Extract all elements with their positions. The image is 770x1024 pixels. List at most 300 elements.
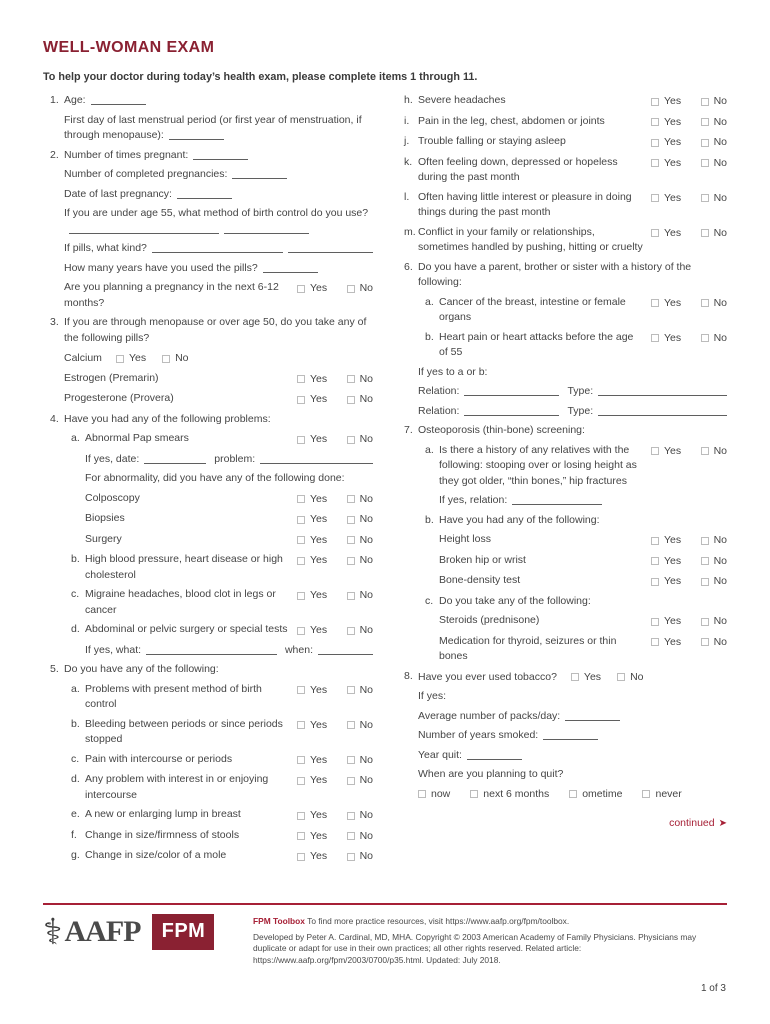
pap-followup-label: For abnormality, did you have any of the following done: — [85, 472, 345, 485]
yes-checkbox[interactable] — [297, 777, 305, 785]
yes-option — [116, 351, 146, 367]
yes-label: Yes — [310, 624, 328, 637]
birth-control-method-label: If you are under age 55, what method of birth control do you use? — [64, 207, 369, 219]
sub-letter: k. — [404, 155, 413, 168]
yes-checkbox[interactable] — [651, 159, 659, 167]
sub-letter: b. — [71, 717, 80, 730]
conflict-row — [397, 225, 727, 256]
no-checkbox[interactable] — [162, 355, 170, 363]
aafp-logo: AAFP — [64, 915, 141, 949]
yes-option — [651, 635, 681, 651]
left-column — [43, 93, 373, 869]
birth-control-problems-label: Problems with present method of birth control — [85, 682, 262, 711]
yes-checkbox[interactable] — [297, 396, 305, 404]
no-checkbox[interactable] — [701, 618, 709, 626]
yes-label: Yes — [310, 513, 328, 526]
yes-option — [297, 553, 327, 569]
yes-checkbox[interactable] — [297, 285, 305, 293]
yes-label: Yes — [664, 95, 682, 107]
yes-no-group — [297, 432, 373, 448]
age-fill-line[interactable] — [91, 95, 146, 105]
no-label: No — [359, 393, 373, 406]
never-checkbox[interactable] — [642, 790, 650, 798]
fill-line[interactable] — [565, 711, 620, 721]
yes-no-group — [651, 614, 727, 630]
yes-label: Yes — [664, 444, 682, 457]
family-heart-row — [418, 330, 727, 361]
colposcopy-label: Colposcopy — [85, 491, 140, 504]
no-option — [347, 588, 373, 604]
fill-line[interactable] — [152, 243, 283, 253]
fill-line[interactable] — [512, 495, 602, 505]
osteoporosis-label: Osteoporosis (thin-bone) screening: — [418, 424, 585, 436]
yes-label: Yes — [664, 615, 682, 627]
footer-credits: Developed by Peter A. Cardinal, MD, MHA. Copyright © 2003 American Academy of Family Physicians. Physicians may duplicate or adapt for use in their own practices; all other rights reserved. Related article: https://www.aafp.org/fpm/2003/0700/p35.html. Updated: July 2018. — [253, 931, 697, 965]
yes-option — [297, 533, 327, 549]
no-checkbox[interactable] — [701, 159, 709, 167]
no-checkbox[interactable] — [347, 396, 355, 404]
yes-label: Yes — [310, 282, 328, 294]
pap-followup-row — [85, 471, 373, 487]
no-label: No — [359, 718, 373, 731]
sub-letter: f. — [71, 828, 77, 841]
yes-label: Yes — [310, 753, 328, 766]
no-option — [347, 753, 373, 769]
no-option — [701, 331, 727, 347]
yes-option — [297, 588, 327, 604]
lmp-label: First day of last menstrual period (or first year of menstruation, if through menopause): — [64, 113, 362, 141]
lmp-row — [64, 113, 373, 144]
no-label: No — [359, 774, 373, 787]
fill-line[interactable] — [263, 263, 318, 273]
yes-label: Yes — [664, 554, 682, 567]
no-label: No — [713, 156, 727, 169]
yes-label: Yes — [310, 393, 328, 406]
question-7 — [397, 423, 727, 669]
fill-line[interactable] — [598, 386, 727, 396]
no-checkbox[interactable] — [701, 194, 709, 202]
lmp-fill-line[interactable] — [169, 130, 224, 140]
years-smoked-label: Number of years smoked: — [418, 729, 539, 742]
yes-checkbox[interactable] — [297, 592, 305, 600]
toolbox-line — [253, 916, 727, 928]
age-row — [64, 93, 373, 109]
yes-checkbox[interactable] — [651, 638, 659, 646]
no-checkbox[interactable] — [701, 557, 709, 565]
fill-line[interactable] — [232, 169, 287, 179]
yes-label: Yes — [310, 372, 328, 385]
yes-label: Yes — [310, 492, 328, 505]
no-checkbox[interactable] — [701, 98, 709, 106]
yes-no-group — [571, 670, 644, 686]
fill-line[interactable] — [464, 386, 559, 396]
no-checkbox[interactable] — [347, 686, 355, 694]
no-checkbox[interactable] — [617, 673, 625, 681]
sometime-checkbox[interactable] — [569, 790, 577, 798]
steroids-label: Steroids (prednisone) — [439, 614, 540, 626]
yes-option — [297, 808, 327, 824]
yes-no-group — [651, 135, 727, 151]
sub-letter: c. — [71, 588, 80, 601]
yes-no-group — [651, 554, 727, 570]
yes-checkbox[interactable] — [651, 447, 659, 455]
no-checkbox[interactable] — [347, 592, 355, 600]
sub-letter: a. — [71, 432, 80, 445]
question-1 — [43, 93, 373, 148]
yes-checkbox[interactable] — [297, 853, 305, 861]
yes-label: Yes — [664, 575, 682, 587]
yes-checkbox[interactable] — [651, 139, 659, 147]
continued-note — [397, 816, 727, 832]
no-label: No — [713, 296, 727, 309]
packs-per-day-row — [418, 709, 727, 725]
yes-option — [297, 753, 327, 769]
yes-label: Yes — [664, 156, 682, 169]
family-cancer-label: Cancer of the breast, intestine or female organs — [439, 295, 626, 323]
yes-checkbox[interactable] — [116, 355, 124, 363]
page-number: 1 of 3 — [700, 983, 726, 994]
fill-line[interactable] — [69, 224, 219, 234]
yes-no-group — [297, 392, 373, 408]
yes-option — [651, 574, 681, 590]
sub-letter: i. — [404, 114, 410, 127]
yes-checkbox[interactable] — [297, 721, 305, 729]
now-checkbox[interactable] — [418, 790, 426, 798]
sub-letter: d. — [71, 623, 80, 636]
relation-type-row — [418, 384, 727, 400]
no-label: No — [359, 829, 373, 842]
yes-label: Yes — [310, 774, 328, 787]
sub-letter: c. — [71, 752, 80, 765]
yes-checkbox[interactable] — [297, 812, 305, 820]
yes-checkbox[interactable] — [297, 832, 305, 840]
no-checkbox[interactable] — [701, 447, 709, 455]
pap-problem-label: problem: — [214, 452, 256, 465]
abdominal-surgery-row — [64, 622, 373, 639]
migraine-row — [64, 587, 373, 618]
question-number: 3. — [50, 316, 59, 328]
menopause-pills-label: If you are through menopause or over age 50, do you take any of the following pills? — [64, 316, 367, 344]
no-label: No — [630, 670, 644, 683]
planning-quit-row — [418, 767, 727, 783]
height-loss-row — [418, 532, 727, 549]
no-checkbox[interactable] — [347, 832, 355, 840]
surgery-ifyes-row — [85, 643, 373, 659]
fill-line[interactable] — [260, 454, 373, 464]
pain-intercourse-row — [64, 752, 373, 769]
yes-label: Yes — [583, 670, 602, 683]
footer-text — [253, 914, 727, 970]
question-number: 6. — [404, 260, 413, 273]
no-checkbox[interactable] — [347, 536, 355, 544]
fill-line[interactable] — [464, 406, 559, 416]
yes-checkbox[interactable] — [297, 436, 305, 444]
sub-letter: b. — [71, 553, 80, 566]
sleep-trouble-label: Trouble falling or staying asleep — [418, 135, 566, 147]
yes-no-group — [116, 351, 189, 367]
fpm-toolbox-label: FPM Toolbox — [253, 916, 305, 926]
no-checkbox[interactable] — [347, 557, 355, 565]
no-label: No — [359, 513, 373, 526]
no-option — [701, 574, 727, 590]
sub-letter: e. — [71, 808, 80, 821]
yes-no-group — [297, 829, 373, 845]
yes-label: Yes — [310, 433, 328, 446]
birth-control-problems-row — [64, 682, 373, 713]
no-option — [347, 808, 373, 824]
yes-option — [651, 156, 681, 172]
yes-option — [297, 829, 327, 845]
yes-checkbox[interactable] — [651, 618, 659, 626]
abdominal-surgery-label: Abdominal or pelvic surgery or special tests — [85, 623, 288, 636]
yes-no-group — [297, 623, 373, 639]
no-label: No — [359, 533, 373, 546]
fill-line[interactable] — [288, 243, 373, 253]
toolbox-text: To find more practice resources, visit https://www.aafp.org/fpm/toolbox. — [307, 916, 570, 926]
yes-checkbox[interactable] — [297, 756, 305, 764]
no-label: No — [713, 95, 727, 107]
yes-checkbox[interactable] — [297, 495, 305, 503]
yes-label: Yes — [664, 331, 682, 344]
yes-no-group — [297, 281, 373, 297]
yes-checkbox[interactable] — [297, 536, 305, 544]
sub-letter: h. — [404, 94, 413, 106]
pap-ifyes-row — [85, 452, 373, 468]
no-label: No — [713, 554, 727, 567]
yes-checkbox[interactable] — [651, 334, 659, 342]
no-checkbox[interactable] — [347, 495, 355, 503]
yes-no-group — [651, 574, 727, 590]
steroids-row — [418, 613, 727, 630]
sub-letter: a. — [71, 682, 80, 695]
no-option — [347, 773, 373, 789]
continued-arrow-icon: ➤ — [718, 818, 727, 830]
fill-line[interactable] — [224, 224, 309, 234]
no-checkbox[interactable] — [701, 118, 709, 126]
sleep-trouble-row — [397, 134, 727, 151]
pills-years-label: How many years have you used the pills? — [64, 261, 258, 274]
no-label: No — [713, 444, 727, 457]
yes-checkbox[interactable] — [651, 299, 659, 307]
no-checkbox[interactable] — [701, 139, 709, 147]
thyroid-medication-label: Medication for thyroid, seizures or thin bones — [439, 634, 617, 662]
question-6 — [397, 260, 727, 424]
pills-years-row — [64, 261, 373, 277]
no-checkbox[interactable] — [347, 627, 355, 635]
no-checkbox[interactable] — [701, 537, 709, 545]
no-option — [347, 553, 373, 569]
relatives-history-label: Is there a history of any relatives with the following: stooping over or losing height as they got older, “thin bones,” hip fractures — [439, 443, 637, 487]
yes-label: Yes — [310, 683, 328, 696]
fill-line[interactable] — [193, 150, 248, 160]
no-option — [701, 444, 727, 460]
no-checkbox[interactable] — [701, 299, 709, 307]
yes-checkbox[interactable] — [297, 516, 305, 524]
question-2 — [43, 148, 373, 316]
yes-checkbox[interactable] — [571, 673, 579, 681]
no-label: No — [359, 624, 373, 637]
family-heart-label: Heart pain or heart attacks before the age of 55 — [439, 330, 634, 358]
progesterone-row — [64, 391, 373, 408]
bone-density-row — [418, 573, 727, 590]
yes-checkbox[interactable] — [297, 375, 305, 383]
fill-line[interactable] — [146, 645, 277, 655]
fill-line[interactable] — [177, 189, 232, 199]
no-option — [347, 533, 373, 549]
fill-line[interactable] — [467, 750, 522, 760]
no-option — [701, 156, 727, 172]
yes-option — [297, 623, 327, 639]
tobacco-ifyes-row — [418, 689, 727, 705]
no-checkbox[interactable] — [701, 638, 709, 646]
quit-never-option — [642, 787, 681, 803]
no-checkbox[interactable] — [347, 285, 355, 293]
no-label: No — [359, 589, 373, 602]
no-option — [347, 718, 373, 734]
pain-leg-label: Pain in the leg, chest, abdomen or joints — [418, 114, 605, 127]
no-label: No — [359, 433, 373, 446]
relation-label: Relation: — [418, 385, 460, 397]
no-checkbox[interactable] — [347, 516, 355, 524]
yes-no-group — [651, 191, 727, 207]
sub-letter: b. — [425, 330, 434, 343]
no-option — [701, 296, 727, 312]
no-checkbox[interactable] — [347, 436, 355, 444]
pap-smears-label: Abnormal Pap smears — [85, 432, 189, 445]
no-label: No — [713, 575, 727, 587]
quit-next6-option — [470, 787, 549, 803]
sub-letter: j. — [404, 135, 410, 147]
question-number: 4. — [50, 412, 59, 425]
no-checkbox[interactable] — [701, 578, 709, 586]
no-checkbox[interactable] — [701, 334, 709, 342]
question-4 — [43, 412, 373, 663]
yes-label: Yes — [664, 534, 682, 546]
yes-checkbox[interactable] — [651, 537, 659, 545]
yes-checkbox[interactable] — [651, 557, 659, 565]
no-checkbox[interactable] — [347, 812, 355, 820]
packs-per-day-label: Average number of packs/day: — [418, 709, 561, 722]
yes-option — [297, 849, 327, 865]
progesterone-label: Progesterone (Provera) — [64, 392, 174, 405]
fill-line[interactable] — [543, 730, 598, 740]
yes-checkbox[interactable] — [297, 627, 305, 635]
question-8 — [397, 669, 727, 807]
no-option — [701, 191, 727, 207]
no-option — [347, 683, 373, 699]
question-number: 5. — [50, 663, 59, 676]
yes-checkbox[interactable] — [651, 194, 659, 202]
yes-checkbox[interactable] — [651, 229, 659, 237]
no-checkbox[interactable] — [347, 375, 355, 383]
headaches-row — [397, 93, 727, 110]
relation-label: Relation: — [418, 404, 460, 417]
form-title: WELL-WOMAN EXAM — [43, 39, 215, 56]
no-label: No — [713, 136, 727, 148]
bleeding-label: Bleeding between periods or since periods stopped — [85, 717, 283, 746]
yes-checkbox[interactable] — [651, 118, 659, 126]
yes-label: Yes — [310, 554, 328, 567]
no-label: No — [175, 352, 189, 364]
fill-line[interactable] — [598, 406, 727, 416]
yes-checkbox[interactable] — [297, 557, 305, 565]
completed-pregnancies-label: Number of completed pregnancies: — [64, 168, 228, 180]
tobacco-label: Have you ever used tobacco? — [418, 670, 557, 683]
yes-option — [571, 670, 601, 686]
yes-no-group — [297, 773, 373, 789]
no-option — [347, 829, 373, 845]
next-6-months-checkbox[interactable] — [470, 790, 478, 798]
fill-line[interactable] — [318, 645, 373, 655]
blood-pressure-label: High blood pressure, heart disease or high cholesterol — [85, 553, 283, 581]
surgery-row — [64, 532, 373, 549]
calcium-label: Calcium — [64, 352, 102, 365]
no-checkbox[interactable] — [347, 721, 355, 729]
migraine-label: Migraine headaches, blood clot in legs or cancer — [85, 588, 276, 616]
yes-checkbox[interactable] — [651, 98, 659, 106]
broken-hip-label: Broken hip or wrist — [439, 553, 526, 566]
no-checkbox[interactable] — [347, 853, 355, 861]
yes-no-group — [297, 512, 373, 528]
yes-checkbox[interactable] — [651, 578, 659, 586]
yes-label: Yes — [128, 352, 147, 364]
no-checkbox[interactable] — [347, 756, 355, 764]
yes-option — [297, 281, 327, 297]
yes-no-group — [297, 718, 373, 734]
right-column — [397, 93, 727, 869]
no-label: No — [359, 809, 373, 822]
year-quit-label: Year quit: — [418, 748, 462, 761]
yes-option — [651, 296, 681, 312]
pain-intercourse-label: Pain with intercourse or periods — [85, 752, 233, 765]
had-following-label: Have you had any of the following: — [439, 513, 600, 526]
take-following-label: Do you take any of the following: — [439, 594, 591, 607]
relatives-history-row — [418, 443, 727, 490]
no-option — [347, 372, 373, 388]
had-following-row — [418, 513, 727, 529]
no-checkbox[interactable] — [347, 777, 355, 785]
yes-label: Yes — [310, 589, 328, 602]
have-any-label-row — [64, 662, 373, 678]
years-smoked-row — [418, 728, 727, 744]
no-option — [701, 94, 727, 110]
question-number: 8. — [404, 669, 413, 682]
no-option — [347, 281, 373, 297]
tobacco-ifyes-label: If yes: — [418, 690, 447, 703]
last-pregnancy-date-row — [64, 187, 373, 203]
yes-option — [651, 191, 681, 207]
no-option — [701, 614, 727, 630]
mole-change-label: Change in size/color of a mole — [85, 849, 227, 862]
sub-letter: l. — [404, 190, 410, 203]
yes-no-group — [651, 331, 727, 347]
estrogen-label: Estrogen (Premarin) — [64, 371, 159, 384]
pain-leg-row — [397, 114, 727, 131]
no-checkbox[interactable] — [701, 229, 709, 237]
yes-option — [651, 226, 681, 242]
yes-checkbox[interactable] — [297, 686, 305, 694]
headaches-label: Severe headaches — [418, 94, 506, 106]
yes-option — [297, 492, 327, 508]
fill-line[interactable] — [144, 454, 206, 464]
sub-letter: c. — [425, 594, 434, 607]
bleeding-row — [64, 717, 373, 748]
question-number: 2. — [50, 148, 59, 161]
sub-letter: m. — [404, 225, 416, 238]
ifyes-aorb-row — [418, 365, 727, 381]
yes-option — [297, 718, 327, 734]
yes-no-group — [651, 156, 727, 172]
